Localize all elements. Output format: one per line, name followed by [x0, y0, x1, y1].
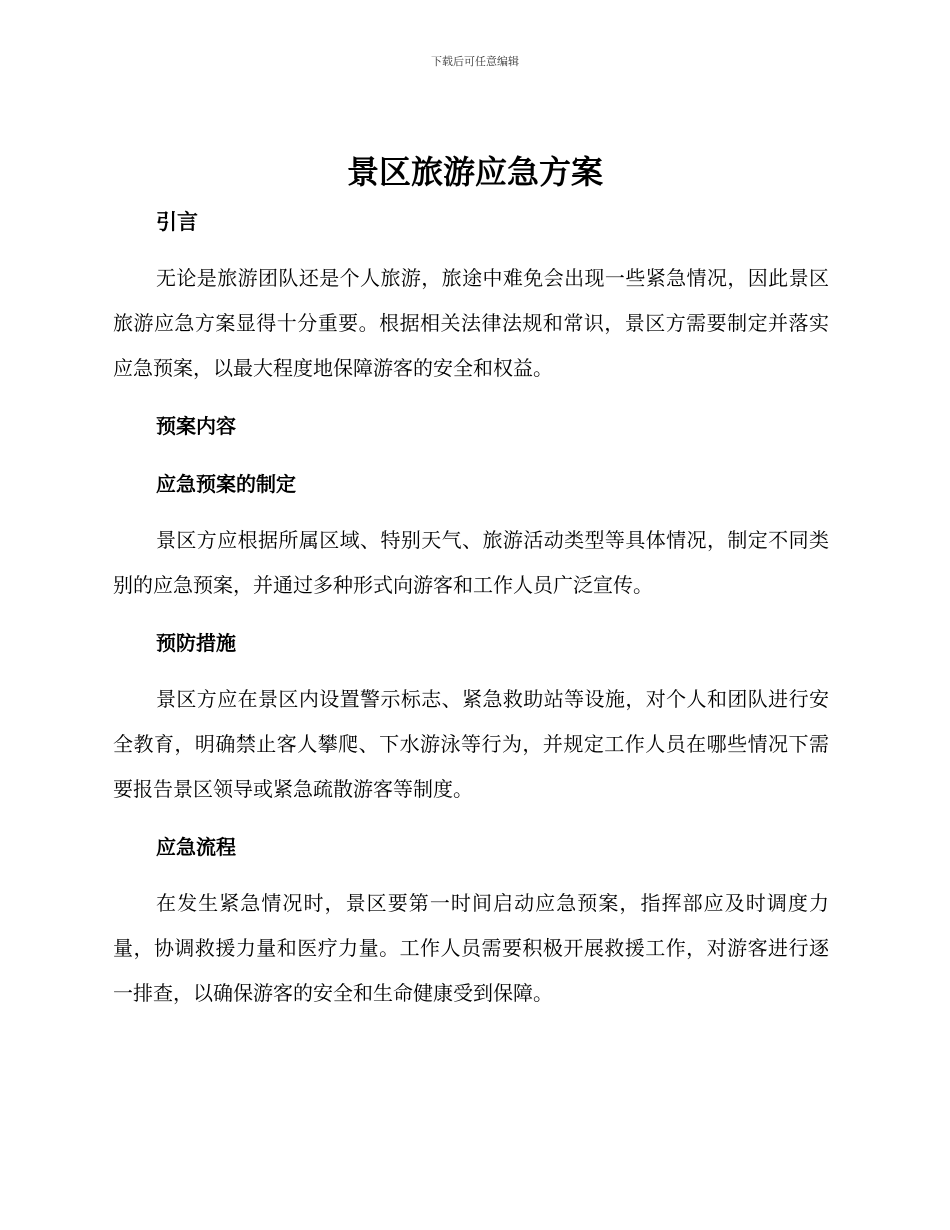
section-paragraph-prevention: 景区方应在景区内设置警示标志、紧急救助站等设施，对个人和团队进行安全教育，明确禁止客人攀爬、下水游泳等行为，并规定工作人员在哪些情况下需要报告景区领导或紧急疏散游客等制度。: [113, 687, 829, 801]
document-body: [113, 200, 829, 1016]
section-paragraph-formulation: 景区方应根据所属区域、特别天气、旅游活动类型等具体情况，制定不同类别的应急预案，并通过多种形式向游客和工作人员广泛宣传。: [113, 528, 829, 597]
section-paragraph-procedure: 在发生紧急情况时，景区要第一时间启动应急预案，指挥部应及时调度力量，协调救援力量和医疗力量。工作人员需要积极开展救援工作，对游客进行逐一排查，以确保游客的安全和生命健康受到保障。: [113, 891, 829, 1005]
content-heading: 预案内容: [156, 414, 236, 438]
document-title: 景区旅游应急方案: [346, 153, 603, 191]
page-header-note: 下载后可任意编辑: [431, 55, 519, 68]
intro-paragraph: 无论是旅游团队还是个人旅游，旅途中难免会出现一些紧急情况，因此景区旅游应急方案显得十分重要。根据相关法律法规和常识，景区方需要制定并落实应急预案，以最大程度地保障游客的安全和权益。: [113, 266, 829, 380]
section-heading-procedure: 应急流程: [156, 835, 236, 859]
section-heading-formulation: 应急预案的制定: [156, 472, 296, 496]
intro-heading: 引言: [156, 210, 198, 234]
section-heading-prevention: 预防措施: [156, 631, 236, 655]
